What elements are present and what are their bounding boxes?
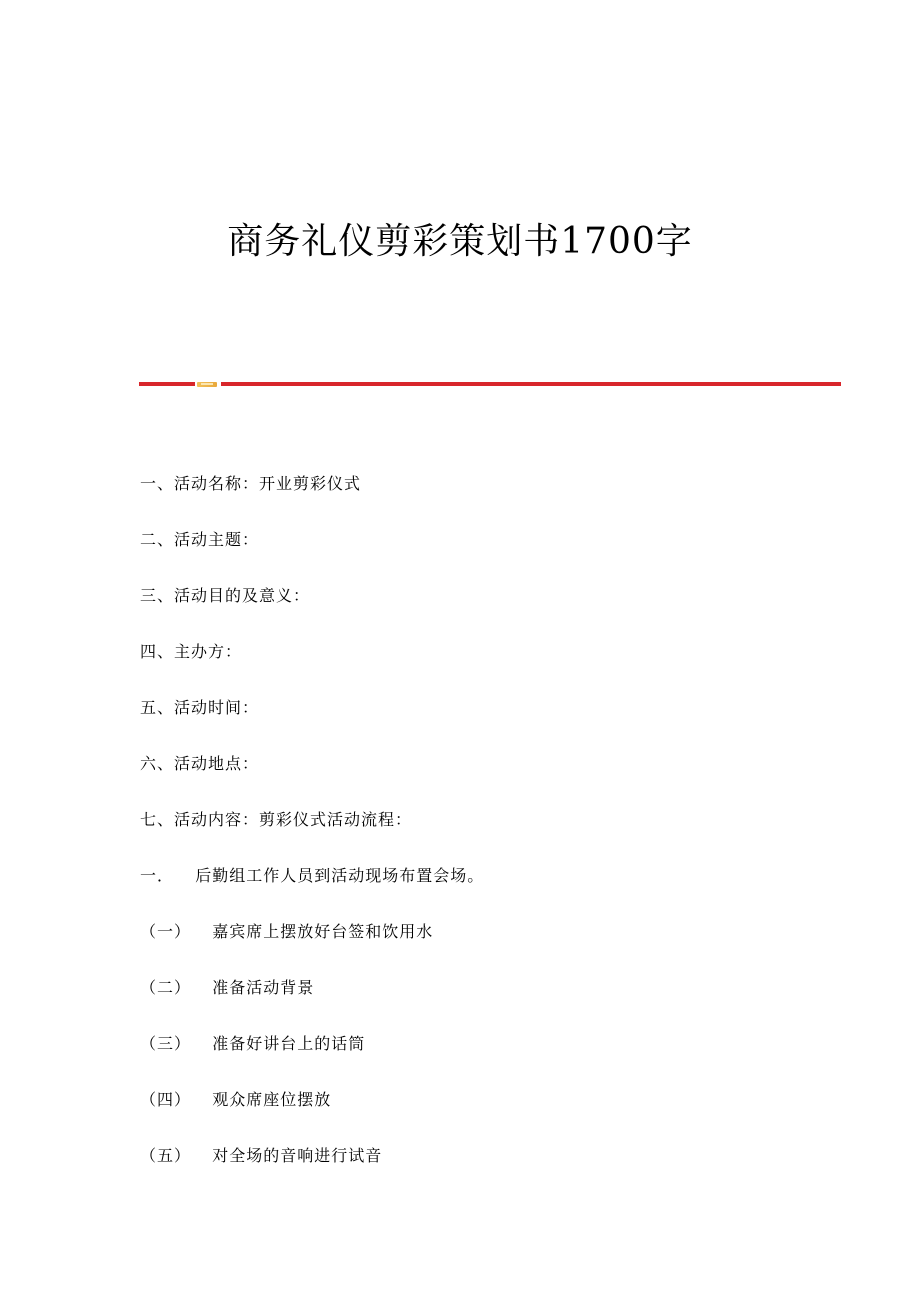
section-activity-location: 六、活动地点： <box>140 754 260 773</box>
step-logistics-setup: 一． 后勤组工作人员到活动现场布置会场。 <box>140 866 485 885</box>
document-title: 商务礼仪剪彩策划书1700字 <box>227 221 693 262</box>
section-activity-time: 五、活动时间： <box>140 698 260 717</box>
list-item-audience-seats: （四） 观众席座位摆放 <box>140 1090 332 1109</box>
section-activity-content: 七、活动内容：剪彩仪式活动流程： <box>140 810 413 829</box>
divider-bar-right <box>221 382 841 386</box>
title-divider <box>139 379 841 389</box>
divider-bar-left <box>139 382 195 386</box>
list-item-guest-seating: （一） 嘉宾席上摆放好台签和饮用水 <box>140 922 434 941</box>
section-activity-purpose: 三、活动目的及意义： <box>140 586 311 605</box>
section-activity-name: 一、活动名称：开业剪彩仪式 <box>140 474 362 493</box>
section-organizer: 四、主办方： <box>140 642 243 661</box>
list-item-microphone: （三） 准备好讲台上的话筒 <box>140 1034 366 1053</box>
list-item-backdrop: （二） 准备活动背景 <box>140 978 315 997</box>
list-item-sound-check: （五） 对全场的音响进行试音 <box>140 1146 383 1165</box>
section-activity-theme: 二、活动主题： <box>140 530 260 549</box>
divider-ornament-icon <box>197 382 217 387</box>
